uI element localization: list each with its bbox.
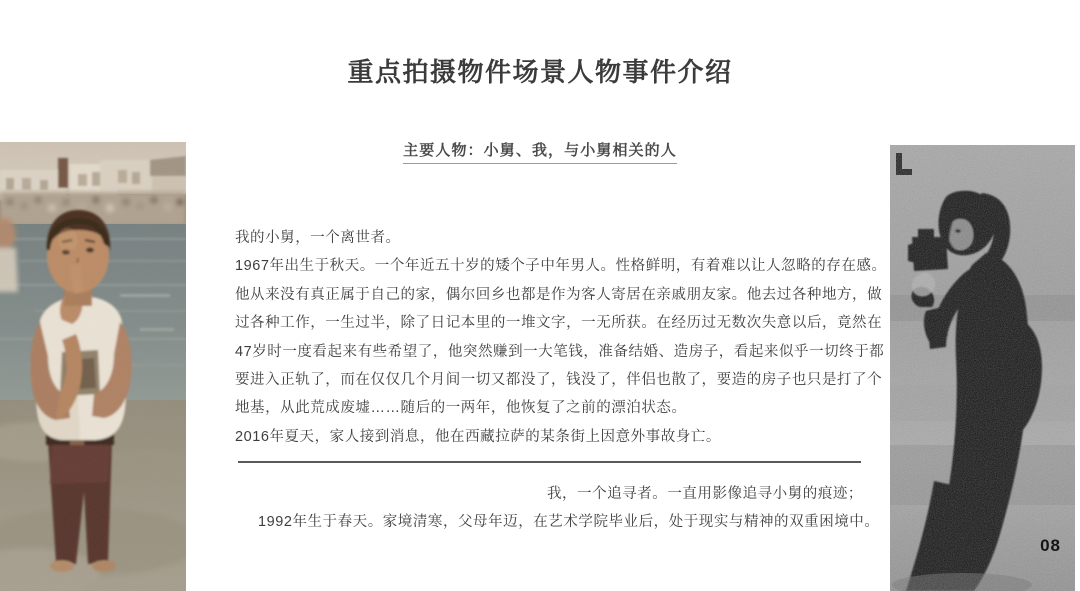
left-photo: [0, 142, 186, 591]
page-number: 08: [1040, 536, 1061, 555]
body-line: 2016年夏天，家人接到消息，他在西藏拉萨的某条街上因意外事故身亡。: [235, 428, 721, 445]
body-line: 地基，从此荒成废墟……随后的一两年，他恢复了之前的漂泊状态。: [235, 400, 687, 417]
lower-text-block: [235, 480, 880, 537]
body-text-block: [235, 224, 887, 451]
lower-line: 1992年生于春天。家境清寒，父母年迈，在艺术学院毕业后，处于现实与精神的双重困境中。: [258, 514, 880, 531]
subtitle-text: 主要人物：小舅、我，与小舅相关的人: [403, 139, 677, 164]
body-line: 要进入正轨了，而在仅仅几个月间一切又都没了，钱没了，伴侣也散了，要造的房子也只是打了个: [235, 372, 883, 389]
body-line: 47岁时一度看起来有些希望了，他突然赚到一大笔钱，准备结婚、造房子，看起来似乎一切终于都: [235, 343, 885, 360]
subtitle-container: [0, 139, 1080, 164]
body-line: 1967年出生于秋天。一个年近五十岁的矮个子中年男人。性格鲜明，有着难以让人忽略的存在感。: [235, 258, 887, 275]
section-divider: [238, 461, 861, 463]
body-line: 过各种工作，一生过半，除了日记本里的一堆文字，一无所获。在经历过无数次失意以后，竟然在: [235, 315, 883, 332]
right-photo-image: [890, 145, 1075, 591]
left-photo-image: [0, 142, 186, 591]
page-title: 重点拍摄物件场景人物事件介绍: [347, 57, 733, 87]
lower-line: 我，一个追寻者。一直用影像追寻小舅的痕迹；: [546, 486, 863, 502]
right-photo: [890, 145, 1075, 591]
body-line: 他从来没有真正属于自己的家，偶尔回乡也都是作为客人寄居在亲戚朋友家。他去过各种地方，做: [235, 286, 883, 303]
body-line: 我的小舅，一个离世者。: [235, 230, 401, 246]
